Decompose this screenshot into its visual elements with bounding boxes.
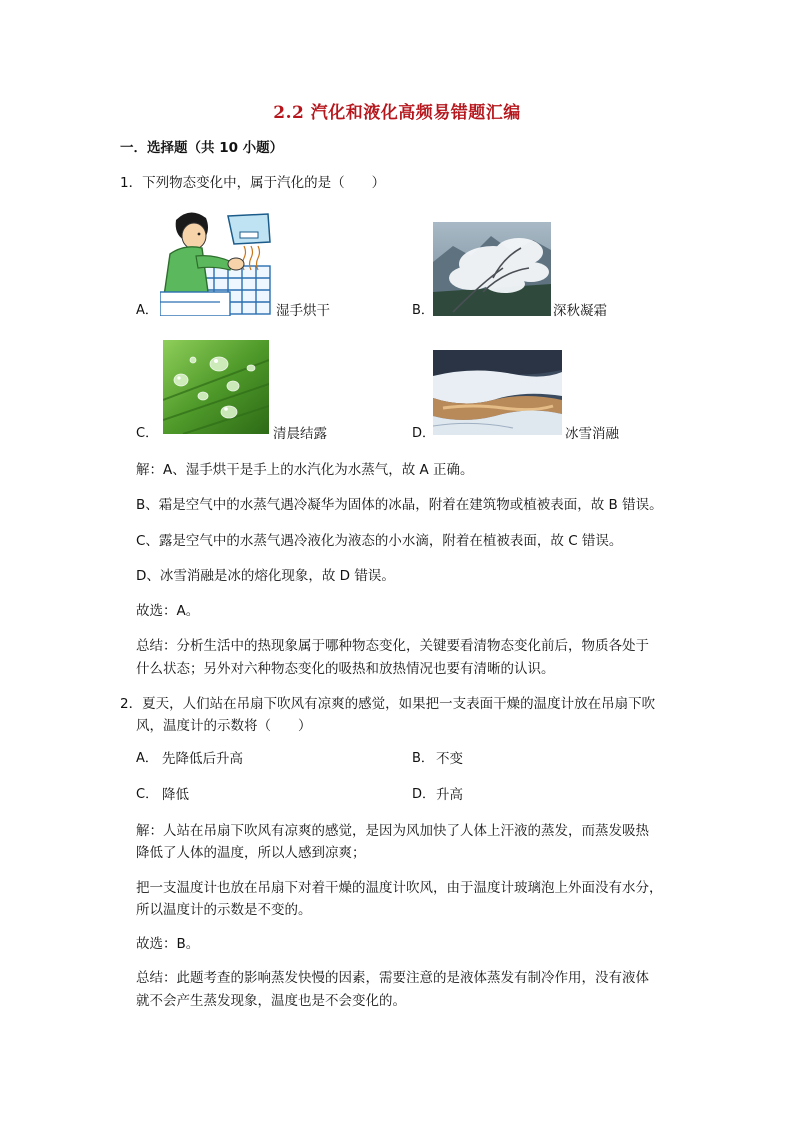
- q2-stem-line: 风，温度计的示数将（ ）: [136, 718, 312, 734]
- q1-answer: 故选：A。: [136, 603, 200, 619]
- q1-solution-line: B、霜是空气中的水蒸气遇冷凝华为固体的冰晶，附着在建筑物或植被表面，故 B 错误。: [136, 497, 663, 513]
- q1-option-a-letter: A．: [136, 303, 158, 318]
- q1-option-b-text: 深秋凝霜: [553, 303, 607, 319]
- q2-summary-line: 总结：此题考查的影响蒸发快慢的因素，需要注意的是液体蒸发有制冷作用，没有液体: [136, 970, 649, 986]
- section-heading: 一．选择题（共 10 小题）: [120, 140, 284, 156]
- q2-summary-line: 就不会产生蒸发现象，温度也是不会变化的。: [136, 993, 406, 1009]
- q2-solution-line: 降低了人体的温度，所以人感到凉爽；: [136, 845, 366, 861]
- q1-summary-line: 总结：分析生活中的热现象属于哪种物态变化，关键要看清物态变化前后，物质各处于: [136, 638, 649, 654]
- q1-stem: 1．下列物态变化中，属于汽化的是（ ）: [120, 175, 386, 191]
- q1-option-d-text: 冰雪消融: [565, 426, 619, 442]
- q2-solution-line: 解：人站在吊扇下吹风有凉爽的感觉，是因为风加快了人体上汗液的蒸发，而蒸发吸热: [136, 823, 649, 839]
- q2-option-c-letter: C．: [136, 787, 159, 802]
- q1-option-a-text: 湿手烘干: [276, 303, 330, 319]
- q2-answer: 故选：B。: [136, 936, 200, 952]
- q1-solution-line: C、露是空气中的水蒸气遇冷液化为液态的小水滴，附着在植被表面，故 C 错误。: [136, 533, 623, 549]
- q1-solution-line: 解：A、湿手烘干是手上的水汽化为水蒸气，故 A 正确。: [136, 462, 474, 478]
- q1-option-c-letter: C．: [136, 426, 159, 441]
- q2-solution-line: 把一支温度计也放在吊扇下对着干燥的温度计吹风，由于温度计玻璃泡上外面没有水分，: [136, 880, 663, 896]
- q1-option-a-image: [160, 206, 274, 316]
- q1-option-c-text: 清晨结露: [273, 426, 327, 442]
- q2-option-c-text: 降低: [162, 787, 189, 803]
- q1-option-b-image: [433, 222, 551, 316]
- q1-option-b-letter: B．: [412, 303, 434, 318]
- q2-option-d-text: 升高: [436, 787, 463, 803]
- q2-option-a-text: 先降低后升高: [162, 751, 243, 767]
- q1-solution-line: D、冰雪消融是冰的熔化现象，故 D 错误。: [136, 568, 395, 584]
- q2-option-b-letter: B．: [412, 751, 434, 766]
- q1-option-d-image: [433, 350, 562, 435]
- q1-option-d-letter: D．: [412, 426, 436, 441]
- q2-option-a-letter: A．: [136, 751, 158, 766]
- q2-solution-line: 所以温度计的示数是不变的。: [136, 902, 312, 918]
- q2-option-b-text: 不变: [436, 751, 463, 767]
- q2-stem-line: 2．夏天，人们站在吊扇下吹风有凉爽的感觉，如果把一支表面干燥的温度计放在吊扇下吹: [120, 696, 656, 712]
- q2-option-d-letter: D．: [412, 787, 436, 802]
- q1-summary-line: 什么状态；另外对六种物态变化的吸热和放热情况也要有清晰的认识。: [136, 661, 555, 677]
- q1-option-c-image: [163, 340, 269, 434]
- page-title: 2.2 汽化和液化高频易错题汇编: [273, 103, 521, 123]
